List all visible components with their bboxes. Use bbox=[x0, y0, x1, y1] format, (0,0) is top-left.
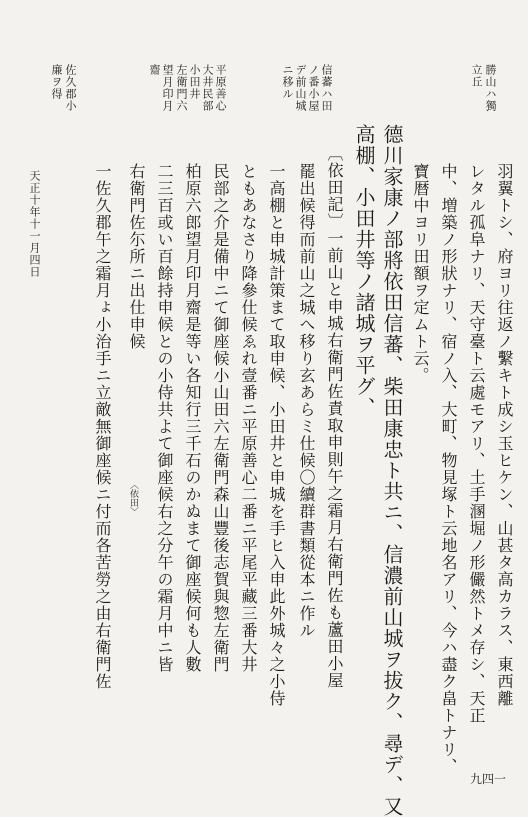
text-column: 右衛門佐尓所ニ出仕申候 bbox=[127, 163, 146, 350]
text-column: 罷出候得而前山之城へ移り玄あらミ仕候〇續群書類從本ニ作ル bbox=[297, 163, 316, 639]
headnote-3d: 左衛門六 bbox=[175, 64, 188, 112]
headnote-1a: 勝山ハ獨 bbox=[484, 64, 497, 112]
text-column: 一高棚と申城計策まて取申候、小田井と申城を手ヒ入申此外城々之小侍 bbox=[267, 163, 286, 707]
text-column: 〔依田記〕一前山と申城右衛門佐責取申則午之霜月右衛門佐も蘆田小屋 bbox=[325, 145, 344, 689]
interlinear-note: 〈依田〉 bbox=[128, 480, 138, 516]
headnote-4a: 望月印月 bbox=[161, 64, 174, 112]
text-column-heading: 德川家康ノ部將依田信蕃、柴田康忠ト共ニ、信濃前山城ヲ拔ク、尋デ、又 bbox=[380, 124, 404, 817]
text-column: 民部之介是備中ニて御座候小山田六左衛門森山豐後志賀與惣左衛門 bbox=[211, 163, 230, 673]
date-line: 天正十年十一月四日 bbox=[28, 170, 41, 278]
text-column: 羽翼トシ、府ヨリ往返ノ繫キト成シ玉ヒケン、山甚タ高カラス、東西離 bbox=[495, 163, 514, 707]
page-number: 九四一 bbox=[469, 772, 506, 786]
text-column: ともあなさり降參仕候ゑれ壹番ニ平原善心二番ニ平尾平藏三番大井 bbox=[239, 163, 258, 673]
headnote-4b: 齋 bbox=[148, 64, 161, 76]
text-column: 寶暦中ヨリ田額ヲ定ムト云。 bbox=[411, 163, 430, 384]
headnote-2d: ニ移ル bbox=[281, 64, 294, 100]
text-column: 二三百或い百餘持申候との小侍共よて御座候右之分午の霜月中ニ皆 bbox=[155, 163, 174, 673]
headnote-2a: 信蕃ハ田 bbox=[320, 64, 333, 112]
text-column: レタル孤阜ナリ、天守臺ト云處モアリ、土手溷堀ノ形儼然トメ存シ、天正 bbox=[467, 163, 486, 724]
headnote-2b: ノ番小屋 bbox=[307, 64, 320, 112]
text-column: 柏原六郎望月印月齋是等い各知行三千石のかぬまて御座候何も人數 bbox=[183, 163, 202, 673]
headnote-5b: 廉ヲ得 bbox=[50, 64, 63, 100]
headnote-3b: 大井民部 bbox=[201, 64, 214, 112]
text-column: 中、増築ノ形狀ナリ、宿ノ入、大町、物見塚ト云地名アリ、今ハ盡ク畠トナリ、 bbox=[439, 163, 458, 775]
text-column: 一佐久郡午之霜月ょ小治手ニ立敵無御座候ニ付而各苦勞之由右衛門佐 bbox=[93, 163, 112, 690]
headnote-1b: 立丘 bbox=[470, 64, 483, 88]
headnote-3c: 小田井 bbox=[188, 64, 201, 100]
headnote-5a: 佐久郡小 bbox=[64, 64, 77, 112]
headnote-3a: 平原善心 bbox=[214, 64, 227, 112]
text-column-heading: 高棚、小田井等ノ諸城ヲ平グ、 bbox=[352, 124, 376, 418]
headnote-2c: デ前山城 bbox=[294, 64, 307, 112]
